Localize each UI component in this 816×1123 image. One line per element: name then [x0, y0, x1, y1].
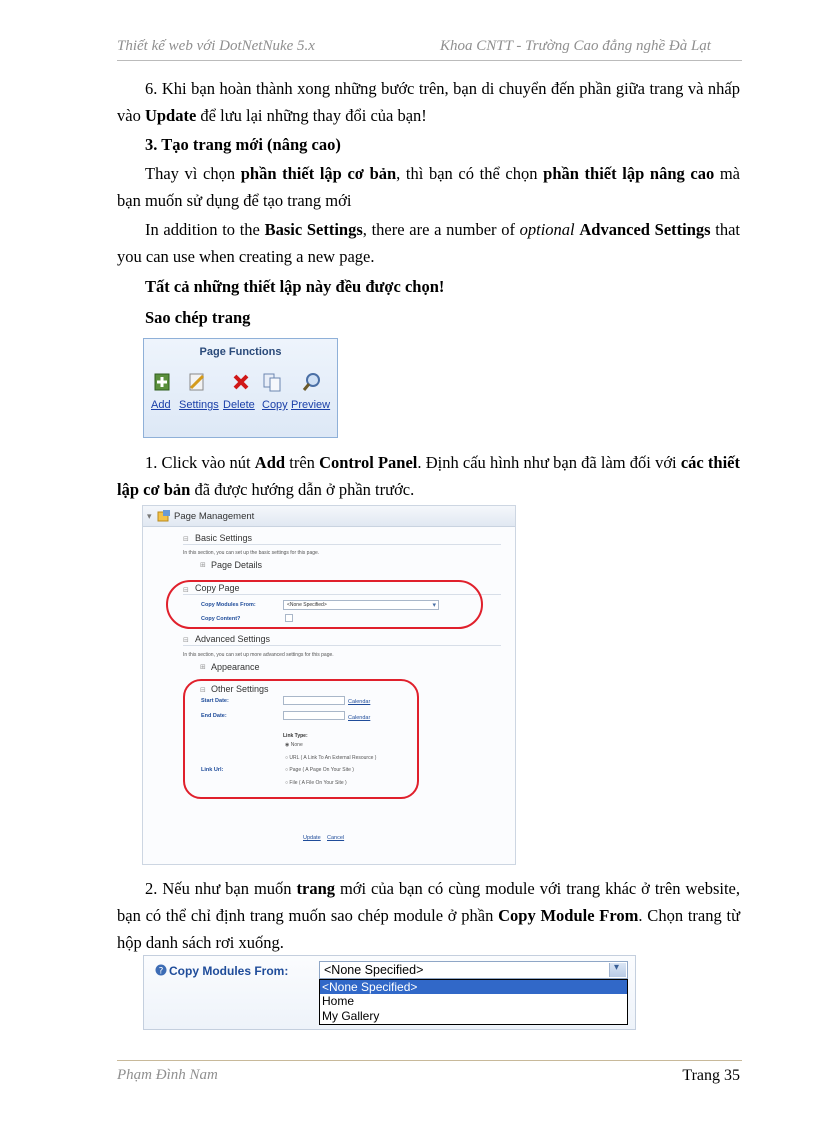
option-my-gallery[interactable]: My Gallery — [322, 1009, 380, 1023]
section-heading: 3. Tạo trang mới (nâng cao) — [145, 135, 341, 154]
header-rule — [117, 60, 742, 61]
appearance-section[interactable]: Appearance — [211, 662, 260, 672]
header-left: Thiết kế web với DotNetNuke 5.x — [117, 38, 315, 54]
start-date-label: Start Date: — [201, 698, 229, 704]
appearance-toggle-icon[interactable]: ⊞ — [200, 664, 206, 671]
copy-modules-select-value: <None Specified> — [324, 963, 424, 977]
page-functions-panel — [143, 338, 338, 438]
chevron-down-icon: ▾ — [432, 602, 436, 609]
link-option-file-label: File ( A File On Your Site ) — [289, 780, 347, 786]
all-selected-note: Tất cả những thiết lập này đều được chọn! — [145, 277, 445, 296]
highlight-copy-page — [166, 580, 483, 629]
update-link[interactable]: Update — [303, 835, 321, 841]
page-management-screenshot — [142, 505, 516, 865]
page-management-title: Page Management — [174, 511, 255, 522]
paragraph-step1: 1. Click vào nút Add trên Control Panel. Định cấu hình như bạn đã làm đối với các thiết lập cơ bản đã được hướng dẫn ở phần trước. — [117, 453, 740, 499]
paragraph-advanced-en: In addition to the Basic Settings, there are a number of optional Advanced Settings that you can use when creating a new page. — [117, 220, 741, 266]
advanced-settings-heading[interactable]: Advanced Settings — [195, 634, 271, 644]
page-details-section[interactable]: Page Details — [211, 560, 263, 570]
cancel-link[interactable]: Cancel — [327, 835, 345, 841]
footer-page-number: Trang 35 — [682, 1067, 740, 1084]
copy-icon[interactable] — [262, 372, 282, 392]
help-icon — [155, 964, 167, 976]
collapse-icon[interactable]: ▾ — [147, 511, 152, 521]
preview-icon[interactable] — [302, 372, 322, 392]
link-option-url-label: URL ( A Link To An External Resource ) — [289, 755, 377, 761]
settings-icon[interactable] — [187, 372, 207, 392]
copy-page-heading[interactable]: Copy Page — [195, 583, 240, 593]
add-icon[interactable] — [152, 372, 172, 392]
page-details-toggle-icon[interactable]: ⊞ — [200, 562, 206, 569]
advanced-settings-desc: In this section, you can set up more advanced settings for this page. — [183, 652, 334, 658]
delete-icon[interactable] — [231, 372, 251, 392]
copy-modules-label: Copy Modules From: — [169, 964, 289, 978]
other-settings-heading[interactable]: Other Settings — [211, 684, 269, 694]
paragraph-step2: 2. Nếu như bạn muốn trang mới của bạn có cùng module với trang khác ở trên website, bạn có thể chỉ định trang muốn sao chép module ở phần Copy Module From. Chọn trang từ hộp danh sách rơi xuống. — [117, 879, 741, 952]
preview-link[interactable]: Preview — [291, 399, 331, 411]
page-management-icon — [157, 510, 171, 522]
link-option-file[interactable]: ○ File ( A File On Your Site ) — [285, 780, 347, 786]
option-home[interactable]: Home — [322, 994, 355, 1008]
copy-modules-select[interactable] — [319, 961, 628, 979]
option-none-specified[interactable]: <None Specified> — [320, 980, 627, 994]
start-date-calendar-link[interactable]: Calendar — [348, 699, 371, 705]
link-option-none-label: None — [290, 742, 303, 748]
link-option-page[interactable]: ○ Page ( A Page On Your Site ) — [285, 767, 354, 773]
svg-text:?: ? — [158, 966, 164, 976]
dropdown-button[interactable] — [609, 963, 626, 977]
settings-link[interactable]: Settings — [179, 399, 219, 411]
header-right: Khoa CNTT - Trường Cao đẳng nghề Đà Lạt — [440, 38, 711, 54]
basic-settings-desc: In this section, you can set up the basic settings for this page. — [183, 550, 320, 556]
advanced-settings-toggle-icon[interactable]: ⊟ — [183, 637, 189, 644]
copy-modules-options-list — [319, 979, 628, 1025]
copy-modules-select-value: <None Specified> — [287, 602, 327, 608]
chevron-down-icon: ▾ — [614, 962, 620, 973]
paragraph-step6: 6. Khi bạn hoàn thành xong những bước trên, bạn di chuyển đến phần giữa trang và nhấp vào Update để lưu lại những thay đổi của bạn! — [117, 79, 740, 125]
end-date-label: End Date: — [201, 713, 227, 719]
footer-rule — [117, 1060, 742, 1061]
copy-page-toggle-icon[interactable]: ⊟ — [183, 587, 189, 594]
end-date-calendar-link[interactable]: Calendar — [348, 715, 371, 721]
copy-content-label: Copy Content? — [201, 616, 241, 622]
delete-link[interactable]: Delete — [223, 399, 255, 411]
page-functions-title: Page Functions — [199, 346, 282, 358]
link-option-none[interactable]: ◉ None — [285, 742, 303, 748]
copy-link[interactable]: Copy — [262, 399, 288, 411]
link-option-url[interactable]: ○ URL ( A Link To An External Resource ) — [285, 755, 377, 761]
other-settings-toggle-icon[interactable]: ⊟ — [200, 687, 206, 694]
footer-author: Phạm Đình Nam — [117, 1067, 218, 1083]
link-type-label: Link Type: — [283, 733, 308, 739]
basic-settings-toggle-icon[interactable]: ⊟ — [183, 536, 189, 543]
link-option-page-label: Page ( A Page On Your Site ) — [289, 767, 354, 773]
add-link[interactable]: Add — [151, 399, 171, 411]
copy-modules-from-label: Copy Modules From: — [201, 602, 256, 608]
highlight-other-settings — [183, 679, 419, 799]
copy-modules-dropdown-screenshot — [143, 955, 636, 1030]
divider — [183, 544, 501, 545]
copy-page-heading: Sao chép trang — [145, 308, 251, 327]
divider — [183, 645, 501, 646]
basic-settings-heading[interactable]: Basic Settings — [195, 533, 253, 543]
link-url-label: Link Url: — [201, 767, 224, 773]
paragraph-advanced-vi: Thay vì chọn phần thiết lập cơ bản, thì bạn có thể chọn phần thiết lập nâng cao mà bạn muốn sử dụng để tạo trang mới — [117, 164, 741, 210]
